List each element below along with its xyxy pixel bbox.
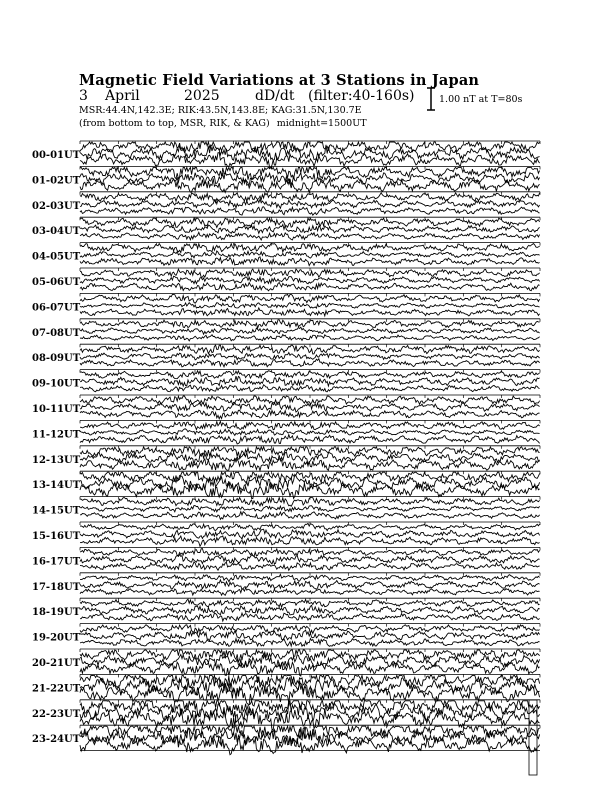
row-label: 18-19UT — [32, 607, 81, 619]
row-label: 15-16UT — [32, 531, 81, 542]
row-01-02UT — [32, 166, 540, 192]
row-label: 09-10UT — [32, 378, 81, 390]
trace-KAG — [80, 588, 540, 596]
trace-RIK — [80, 199, 540, 208]
row-17-18UT — [32, 573, 540, 596]
row-14-15UT — [32, 497, 540, 520]
date-day: 3 — [79, 88, 88, 104]
row-label: 07-08UT — [32, 327, 81, 339]
trace-MSR — [80, 523, 540, 530]
trace-KAG — [80, 359, 540, 367]
filter-label: (filter:40-160s) — [308, 88, 415, 104]
row-label: 20-21UT — [32, 658, 81, 669]
row-label: 19-20UT — [32, 632, 81, 644]
trace-KAG — [80, 639, 540, 647]
row-13-14UT — [32, 471, 540, 498]
trace-KAG — [80, 207, 540, 215]
trace-KAG — [80, 335, 540, 341]
trace-KAG — [80, 613, 540, 621]
row-19-20UT — [32, 624, 540, 647]
trace-KAG — [80, 385, 540, 392]
stations-label: MSR:44.4N,142.3E; RIK:43.5N,143.8E; KAG:31.5N,130.7E — [79, 105, 362, 116]
plot-rows — [32, 141, 540, 775]
row-02-03UT — [32, 192, 540, 215]
row-label: 14-15UT — [32, 505, 81, 517]
trace-RIK — [80, 506, 540, 512]
scale-label: 1.00 nT at T=80s — [439, 94, 523, 105]
trace-RIK — [80, 429, 540, 436]
row-09-10UT — [32, 370, 540, 392]
row-label: 21-22UT — [32, 683, 81, 695]
row-label: 10-11UT — [32, 404, 81, 415]
trace-RIK — [80, 529, 540, 539]
row-12-13UT — [32, 446, 540, 471]
trace-KAG — [80, 232, 540, 240]
row-05-06UT — [32, 268, 540, 291]
row-06-07UT — [32, 293, 540, 316]
row-label: 13-14UT — [32, 480, 81, 492]
trace-RIK — [80, 276, 540, 284]
trace-RIK — [80, 225, 540, 234]
trace-MSR — [80, 371, 540, 379]
row-label: 12-13UT — [32, 454, 81, 466]
trace-MSR — [80, 320, 540, 329]
row-label: 08-09UT — [32, 353, 81, 365]
row-label: 05-06UT — [32, 277, 81, 288]
trace-KAG — [80, 435, 540, 444]
row-20-21UT — [32, 649, 540, 676]
row-04-05UT — [32, 243, 540, 266]
trace-KAG — [80, 178, 540, 192]
row-label: 00-01UT — [32, 150, 81, 161]
trace-RIK — [80, 580, 540, 590]
trace-RIK — [80, 303, 540, 309]
row-label: 23-24UT — [32, 734, 81, 746]
row-label: 04-05UT — [32, 251, 81, 263]
order-note: (from bottom to top, MSR, RIK, & KAG) — [79, 118, 270, 129]
trace-KAG — [80, 512, 540, 520]
date-year: 2025 — [184, 88, 220, 104]
row-00-01UT — [32, 141, 540, 168]
row-18-19UT — [32, 598, 540, 621]
midnight-note: midnight=1500UT — [276, 118, 367, 129]
row-label: 02-03UT — [32, 200, 81, 212]
row-16-17UT — [32, 547, 540, 570]
date-month: April — [105, 88, 140, 104]
chart-title: Magnetic Field Variations at 3 Stations in Japan — [79, 72, 480, 89]
row-label: 03-04UT — [32, 226, 81, 238]
trace-KAG — [80, 459, 540, 471]
trace-RIK — [80, 251, 540, 258]
trace-KAG — [80, 562, 540, 570]
row-10-11UT — [32, 395, 540, 419]
trace-RIK — [80, 327, 540, 334]
quantity-label: dD/dt — [255, 88, 295, 104]
trace-KAG — [80, 283, 540, 291]
trace-KAG — [80, 308, 540, 316]
trace-RIK — [80, 353, 540, 360]
trace-KAG — [80, 483, 540, 499]
trace-KAG — [80, 410, 540, 419]
row-07-08UT — [32, 319, 540, 341]
row-label: 06-07UT — [32, 302, 81, 314]
row-label: 22-23UT — [32, 708, 81, 720]
row-03-04UT — [32, 217, 540, 240]
row-15-16UT — [32, 522, 540, 546]
row-label: 16-17UT — [32, 556, 81, 568]
row-label: 11-12UT — [32, 429, 81, 441]
row-11-12UT — [32, 420, 540, 444]
trace-RIK — [80, 376, 540, 386]
trace-MSR — [80, 193, 540, 203]
trace-RIK — [80, 605, 540, 615]
row-label: 17-18UT — [32, 581, 81, 593]
scale-bar — [427, 88, 435, 110]
trace-RIK — [80, 555, 540, 565]
row-label: 01-02UT — [32, 175, 81, 187]
row-08-09UT — [32, 344, 540, 367]
trace-KAG — [80, 536, 540, 546]
